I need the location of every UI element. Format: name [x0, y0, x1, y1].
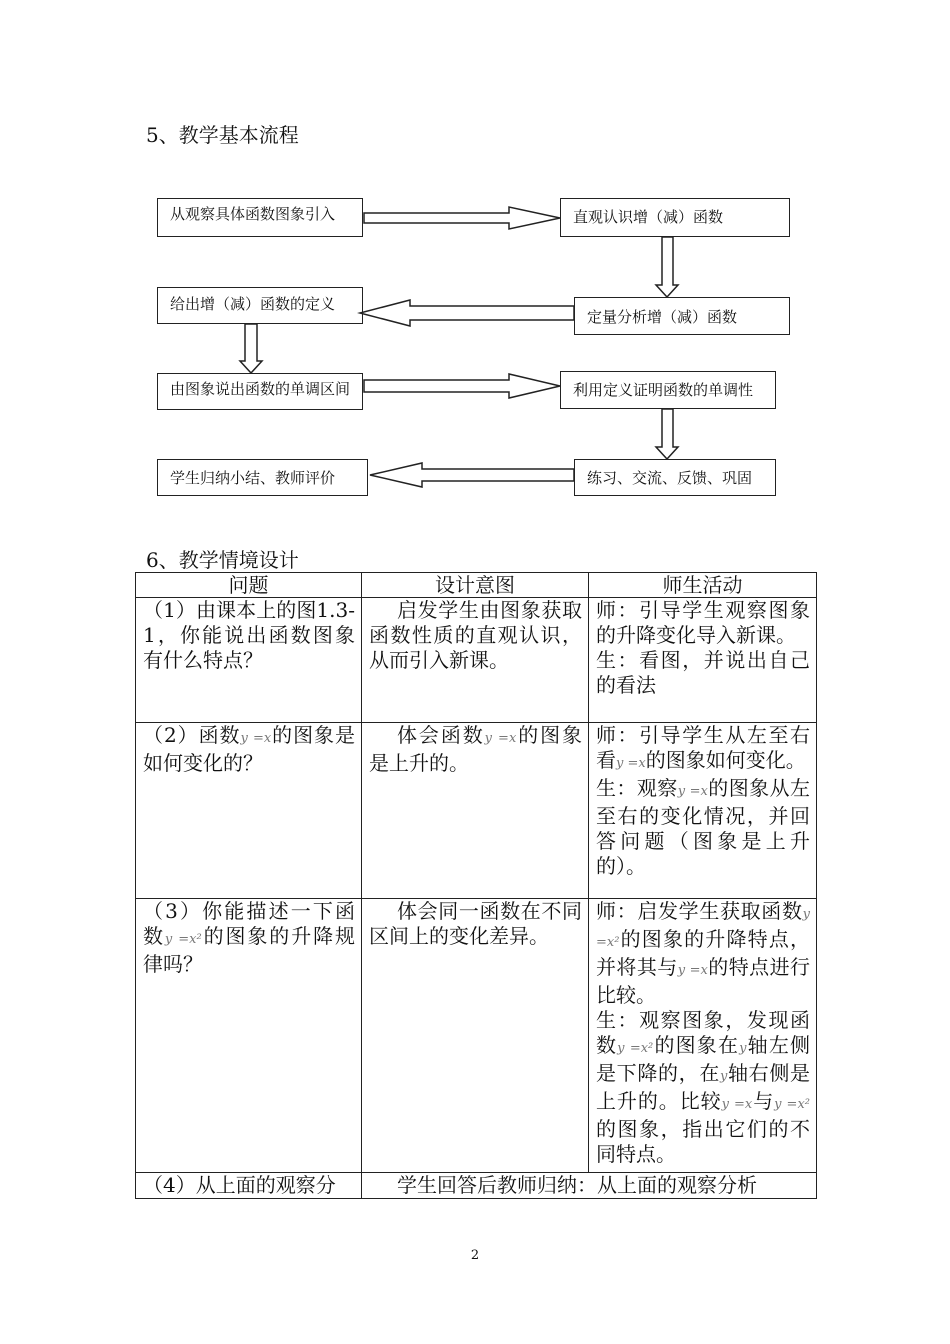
math-y: y	[719, 1069, 728, 1084]
row3-teacher	[596, 899, 810, 1008]
row2-q-post: 的图象是如何变化的？	[143, 723, 356, 775]
math-y-eq-x: y =x	[677, 963, 708, 978]
flow-box-summary-text: 学生归纳小结、教师评价	[170, 469, 336, 487]
table-header-row	[136, 573, 817, 598]
row3-a1-post: 的特点进行比较。	[596, 955, 811, 1007]
row1-student: 生：看图，并说出自己的看法	[596, 648, 810, 697]
section-5-heading: 5、教学基本流程	[146, 123, 299, 147]
page-number: 2	[470, 1248, 480, 1263]
row2-a1-pre: 师：引导学生从左至右看	[596, 723, 810, 772]
row2-d-pre: 体会函数	[397, 723, 485, 747]
table-row	[136, 899, 817, 1173]
header-activity: 师生活动	[589, 573, 817, 598]
math-y-eq-x2: y =x²	[164, 932, 202, 947]
row3-a2-post: 的图象，指出它们的不同特点。	[596, 1117, 810, 1166]
math-y-eq-x2: y =x²	[617, 1041, 654, 1056]
row3-q-pre: （3）你能描述一下函数	[143, 899, 355, 948]
row3-a2-m3: 轴右侧是上升的。比较	[596, 1061, 810, 1113]
row4-question: （4）从上面的观察分	[136, 1173, 362, 1199]
row3-intent: 体会同一函数在不同区间上的变化差异。	[362, 899, 589, 1173]
flow-box-proof-text: 利用定义证明函数的单调性	[573, 381, 754, 399]
row2-a1-post: 的图象如何变化。	[645, 748, 806, 772]
table-row	[136, 598, 817, 723]
row2-a2-post: 的图象从左至右的变化情况，并回答问题（图象是上升的）。	[596, 776, 811, 878]
row3-a1-pre: 师：启发学生获取函数	[596, 899, 803, 923]
arrow-left-1	[360, 300, 574, 326]
math-y-eq-x: y =x	[484, 731, 517, 746]
arrow-right-1	[364, 207, 560, 229]
row2-intent	[362, 723, 589, 899]
row1-activity	[589, 598, 817, 723]
flow-box-quantitative-text: 定量分析增（减）函数	[587, 308, 738, 326]
math-y-eq-x: y =x	[240, 731, 272, 746]
row2-activity	[589, 723, 817, 899]
arrow-right-2	[364, 374, 560, 398]
arrow-down-1	[656, 237, 678, 297]
arrow-left-2	[370, 463, 574, 487]
table-row	[136, 723, 817, 899]
arrow-down-2	[240, 324, 262, 373]
row3-student	[596, 1008, 810, 1167]
row3-question	[136, 899, 362, 1173]
flowchart-arrows	[0, 0, 950, 560]
flow-box-practice-text: 练习、交流、反馈、巩固	[587, 469, 753, 487]
math-y-eq-x2: y =x²	[596, 907, 810, 950]
section-6-heading: 6、教学情境设计	[146, 548, 299, 572]
row2-student	[596, 776, 810, 879]
header-question: 问题	[136, 573, 362, 598]
row4-intent-activity: 学生回答后教师归纳：从上面的观察分析	[362, 1173, 817, 1199]
math-y-eq-x2: y =x²	[774, 1097, 810, 1112]
row3-a2-pre: 生：观察图象，发现函数	[596, 1008, 810, 1057]
flow-box-observe-text: 从观察具体函数图象引入	[170, 205, 336, 223]
row2-d-post: 的图象是上升的。	[369, 723, 583, 775]
flow-box-interval-text: 由图象说出函数的单调区间	[170, 380, 351, 398]
row3-a1-mid: 的图象的升降特点，并将其与	[596, 927, 810, 979]
header-intent: 设计意图	[362, 573, 589, 598]
row1-teacher: 师：引导学生观察图象的升降变化导入新课。	[596, 598, 810, 647]
teaching-design-table	[135, 572, 817, 1199]
row2-a2-pre: 生：观察	[596, 776, 678, 800]
row2-question	[136, 723, 362, 899]
row1-question: （1）由课本上的图1.3-1，你能说出函数图象有什么特点？	[136, 598, 362, 723]
row3-a2-m4: 与	[752, 1089, 775, 1113]
row3-a2-m2: 轴左侧是下降的，在	[596, 1033, 810, 1085]
row3-activity	[589, 899, 817, 1173]
math-y-eq-x: y =x	[616, 756, 646, 771]
math-y-eq-x: y =x	[721, 1097, 753, 1112]
math-y: y	[739, 1041, 747, 1056]
math-y-eq-x: y =x	[677, 784, 708, 799]
table-row	[136, 1173, 817, 1199]
row3-q-post: 的图象的升降规律吗？	[143, 924, 356, 976]
row1-intent: 启发学生由图象获取函数性质的直观认识，从而引入新课。	[362, 598, 589, 723]
row2-q-pre: （2）函数	[143, 723, 241, 747]
row2-teacher	[596, 723, 810, 776]
flow-box-definition-text: 给出增（减）函数的定义	[170, 295, 336, 313]
arrow-down-3	[656, 409, 678, 459]
row3-a2-m1: 的图象在	[653, 1033, 740, 1057]
flow-box-intuitive-text: 直观认识增（减）函数	[573, 208, 724, 226]
